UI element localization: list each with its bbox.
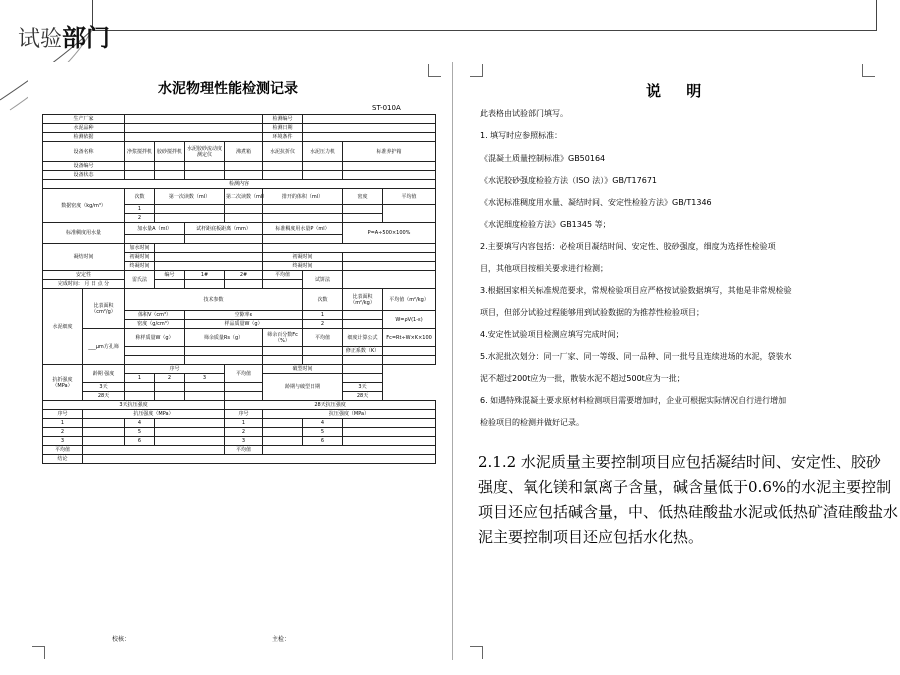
table-row: 设备状态	[43, 171, 436, 180]
note-line: 此表格由试验部门填写。	[480, 109, 568, 118]
instructions-title: 说 明	[646, 82, 712, 100]
clause-line: 2.1.2 水泥质量主要控制项目应包括凝结时间、安定性、胶砂	[478, 453, 881, 471]
record-title: 水泥物理性能检测记录	[158, 81, 298, 97]
record-table	[42, 114, 436, 464]
clause-2-1-2	[478, 450, 899, 550]
table-row: ___μm方孔筛 称样质量W（g） 筛余质量Rs（g） 筛余百分数Fc（%） 平均值 细度计算公式 Fc=Rt÷W×K×100	[43, 329, 436, 347]
table-row: 平均值 平均值	[43, 446, 436, 455]
table-row: 检测内容	[43, 180, 436, 189]
note-line: 2.主要填写内容包括：必检项目凝结时间、安定性、胶砂强度，细度为选择性检验项	[480, 242, 776, 251]
table-row: 初凝时间 初凝时间	[43, 253, 436, 262]
note-line: 3.根据国家相关标准规范要求，常规检验项目应严格按试验数据填写，其他是非常规检验	[480, 286, 792, 295]
table-row: 体积V（cm³） 空隙率ε 1 W=ρV(1-ε)	[43, 311, 436, 320]
table-row: 数据密度（kg/m³） 次数 第一次读数（ml） 第二次读数（ml） 排开的体积（ml） 密度 平均值	[43, 189, 436, 205]
table-row: 安定性 雷氏法 编号 1# 2# 平均值 试饼法	[43, 271, 436, 280]
table-row: 设备名称 净浆搅拌机 胶砂搅拌机 水泥胶砂流动度测定仪 沸煮箱 水泥抗折仪 水泥压力机 标准养护箱	[43, 142, 436, 162]
clause-line: 项目还应包括碱含量，中、低热硅酸盐水泥或低热矿渣硅酸盐水	[478, 503, 899, 521]
table-row: 水泥品种 检测日期	[43, 124, 436, 133]
table-row: 修正系数（K）	[43, 347, 436, 356]
table-row: 序号 抗压强度（MPa） 序号 抗压强度（MPa）	[43, 410, 436, 419]
department-logo: 试验部门	[18, 24, 111, 52]
table-row: 终凝时间 终凝时间	[43, 262, 436, 271]
table-row: 抗折强度（MPa） 龄期 强度 序号 平均值 破型时间	[43, 365, 436, 374]
table-row: 完成时间： 月 日 点 分	[43, 280, 436, 289]
record-form-page	[28, 62, 448, 662]
table-row: 3天抗压强度 28天抗压强度	[43, 401, 436, 410]
clause-line: 强度、氧化镁和氯离子含量，碱含量低于0.6%的水泥主要控制	[478, 478, 892, 496]
note-line: 《水泥细度检验方法》GB1345 等；	[480, 220, 611, 229]
note-line: 《水泥胶砂强度检验方法（ISO 法）》GB/T17671	[480, 176, 657, 185]
table-row: 2	[43, 214, 436, 223]
crop-mark	[470, 646, 483, 659]
table-row: 1 4 1 4	[43, 419, 436, 428]
table-row: 1	[43, 205, 436, 214]
reviewer-label: 校核：	[112, 636, 131, 643]
note-line: 4.安定性试验项目检测应填写完成时间；	[480, 330, 624, 339]
table-row: 凝结时间 加水时间	[43, 244, 436, 253]
table-row: 检测依据 环境条件	[43, 133, 436, 142]
note-line: 泥不超过200t应为一批，散装水泥不超过500t应为一批；	[480, 374, 685, 383]
crop-mark	[32, 646, 45, 659]
note-line: 目，其他项目按相关要求进行检测；	[480, 264, 608, 273]
table-row: 28天 28天	[43, 392, 436, 401]
table-row: 设备编号	[43, 162, 436, 171]
table-row: 密度（g/cm³） 样品质量W（g） 2	[43, 320, 436, 329]
note-line: 5.水泥批次划分：同一厂家、同一等级、同一品种、同一批号且连续进场的水泥，袋装水	[480, 352, 792, 361]
note-line: 1. 填写时应参照标准：	[480, 131, 563, 140]
crop-mark	[470, 64, 483, 77]
note-line: 6. 如遇特殊混凝土要求原材料检测项目需要增加时，企业可根据实际情况自行进行增加	[480, 396, 787, 405]
table-row: 3天 3天	[43, 383, 436, 392]
table-row: 水泥细度 比表面积（cm²/g） 技术参数 次数 比表面积（m²/kg） 平均值（m²/kg）	[43, 289, 436, 311]
note-line: 项目，但部分试验过程能够用到试验数据的为推荐性检验项目；	[480, 308, 704, 317]
crop-mark	[862, 64, 875, 77]
note-line: 《混凝土质量控制标准》GB50164	[480, 154, 606, 163]
inspector-label: 主检：	[272, 636, 291, 643]
note-line: 检验项目的检测并做好记录。	[480, 418, 584, 427]
table-row: 1 2 3 龄期与破型日期	[43, 374, 436, 383]
table-row: 标准稠度用水量 加水量A（ml） 试杆距底板距离（mm） 标准稠度用水量P（ml） P=A÷500×100%	[43, 223, 436, 235]
table-row: 结论	[43, 455, 436, 464]
record-code: ST-010A	[372, 104, 401, 112]
crop-mark	[428, 64, 441, 77]
note-line: 《水泥标准稠度用水量、凝结时间、安定性检验方法》GB/T1346	[480, 198, 712, 207]
table-row: 生产厂家 检测编号	[43, 115, 436, 124]
clause-line: 泥主要控制项目还应包括水化热。	[478, 528, 704, 546]
instructions-page	[456, 62, 899, 662]
table-row: 2 5 2 5	[43, 428, 436, 437]
table-row: 3 6 3 6	[43, 437, 436, 446]
